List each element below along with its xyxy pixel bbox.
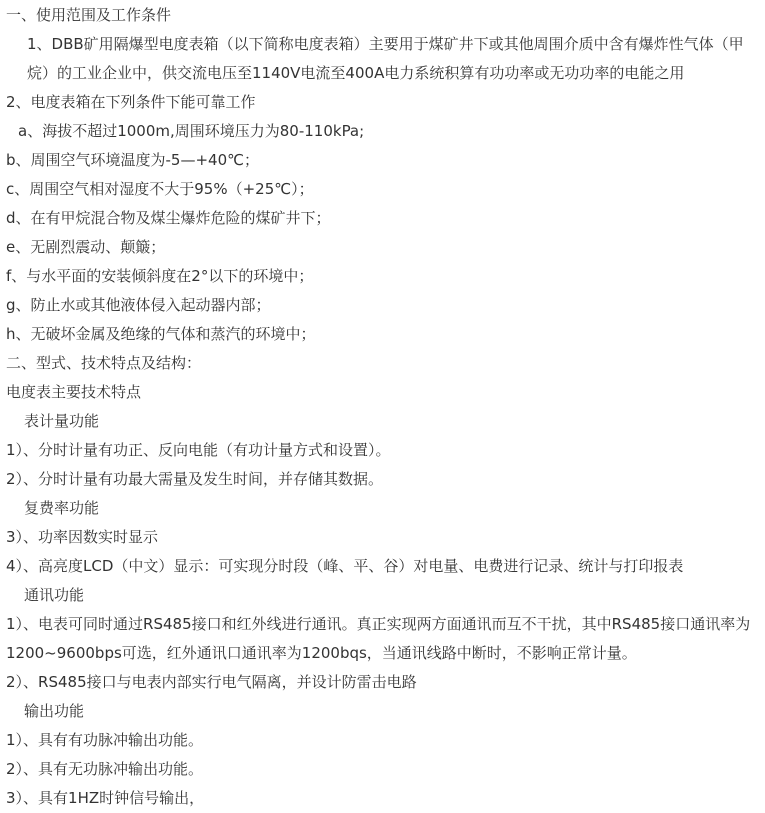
output-item-3: 3）、具有1HZ时钟信号输出， [6,789,205,807]
condition-g: g、防止水或其他液体侵入起动器内部； [6,296,271,314]
heading-working-conditions: 2、电度表箱在下列条件下能可靠工作 [6,93,256,111]
multi-rate-item-4: 4）、高亮度LCD（中文）显示：可实现分时段（峰、平、谷）对电量、电费进行记录、统计与打印报表 [6,557,684,575]
condition-b: b、周围空气环境温度为-5—+40℃； [6,151,259,169]
multi-rate-item-3: 3）、功率因数实时显示 [6,528,159,546]
communication-item-2: 2）、RS485接口与电表内部实行电气隔离，并设计防雷击电路 [6,673,417,691]
condition-c: c、周围空气相对湿度不大于95%（+25℃）； [6,180,314,198]
section-multi-rate: 复费率功能 [24,499,100,517]
condition-f: f、与水平面的安装倾斜度在2°以下的环境中； [6,267,314,285]
heading-usage-scope: 一、使用范围及工作条件 [6,6,172,24]
output-item-1: 1）、具有有功脉冲输出功能。 [6,731,204,749]
condition-e: e、无剧烈震动、颠簸； [6,238,166,256]
condition-h: h、无破坏金属及绝缘的气体和蒸汽的环境中； [6,325,316,343]
condition-a: a、海拔不超过1000m,周围环境压力为80-110kPa; [18,122,365,140]
communication-item-1: 1）、电表可同时通过RS485接口和红外线进行通讯。真正实现两方面通讯而互不干扰，其中RS485接口通讯率为1200~9600bps可选，红外通讯口通讯率为1200bqs，当通讯线路中断时，不影响正常计量。 [6,615,751,662]
section-output: 输出功能 [24,702,85,720]
condition-d: d、在有甲烷混合物及煤尘爆炸危险的煤矿井下； [6,209,331,227]
metering-item-1: 1）、分时计量有功正、反向电能（有功计量方式和设置）。 [6,441,391,459]
heading-type-features: 二、型式、技术特点及结构： [6,354,202,372]
section-communication: 通讯功能 [24,586,85,604]
paragraph-intro: 1、DBB矿用隔爆型电度表箱（以下简称电度表箱）主要用于煤矿井下或其他周围介质中含有爆炸性气体（甲烷）的工业企业中，供交流电压至1140V电流至400A电力系统积算有功功率或无功功率的电能之用 [27,35,744,82]
output-item-2: 2）、具有无功脉冲输出功能。 [6,760,204,778]
section-metering: 表计量功能 [24,412,100,430]
subheading-main-features: 电度表主要技术特点 [6,383,142,401]
metering-item-2: 2）、分时计量有功最大需量及发生时间，并存储其数据。 [6,470,384,488]
